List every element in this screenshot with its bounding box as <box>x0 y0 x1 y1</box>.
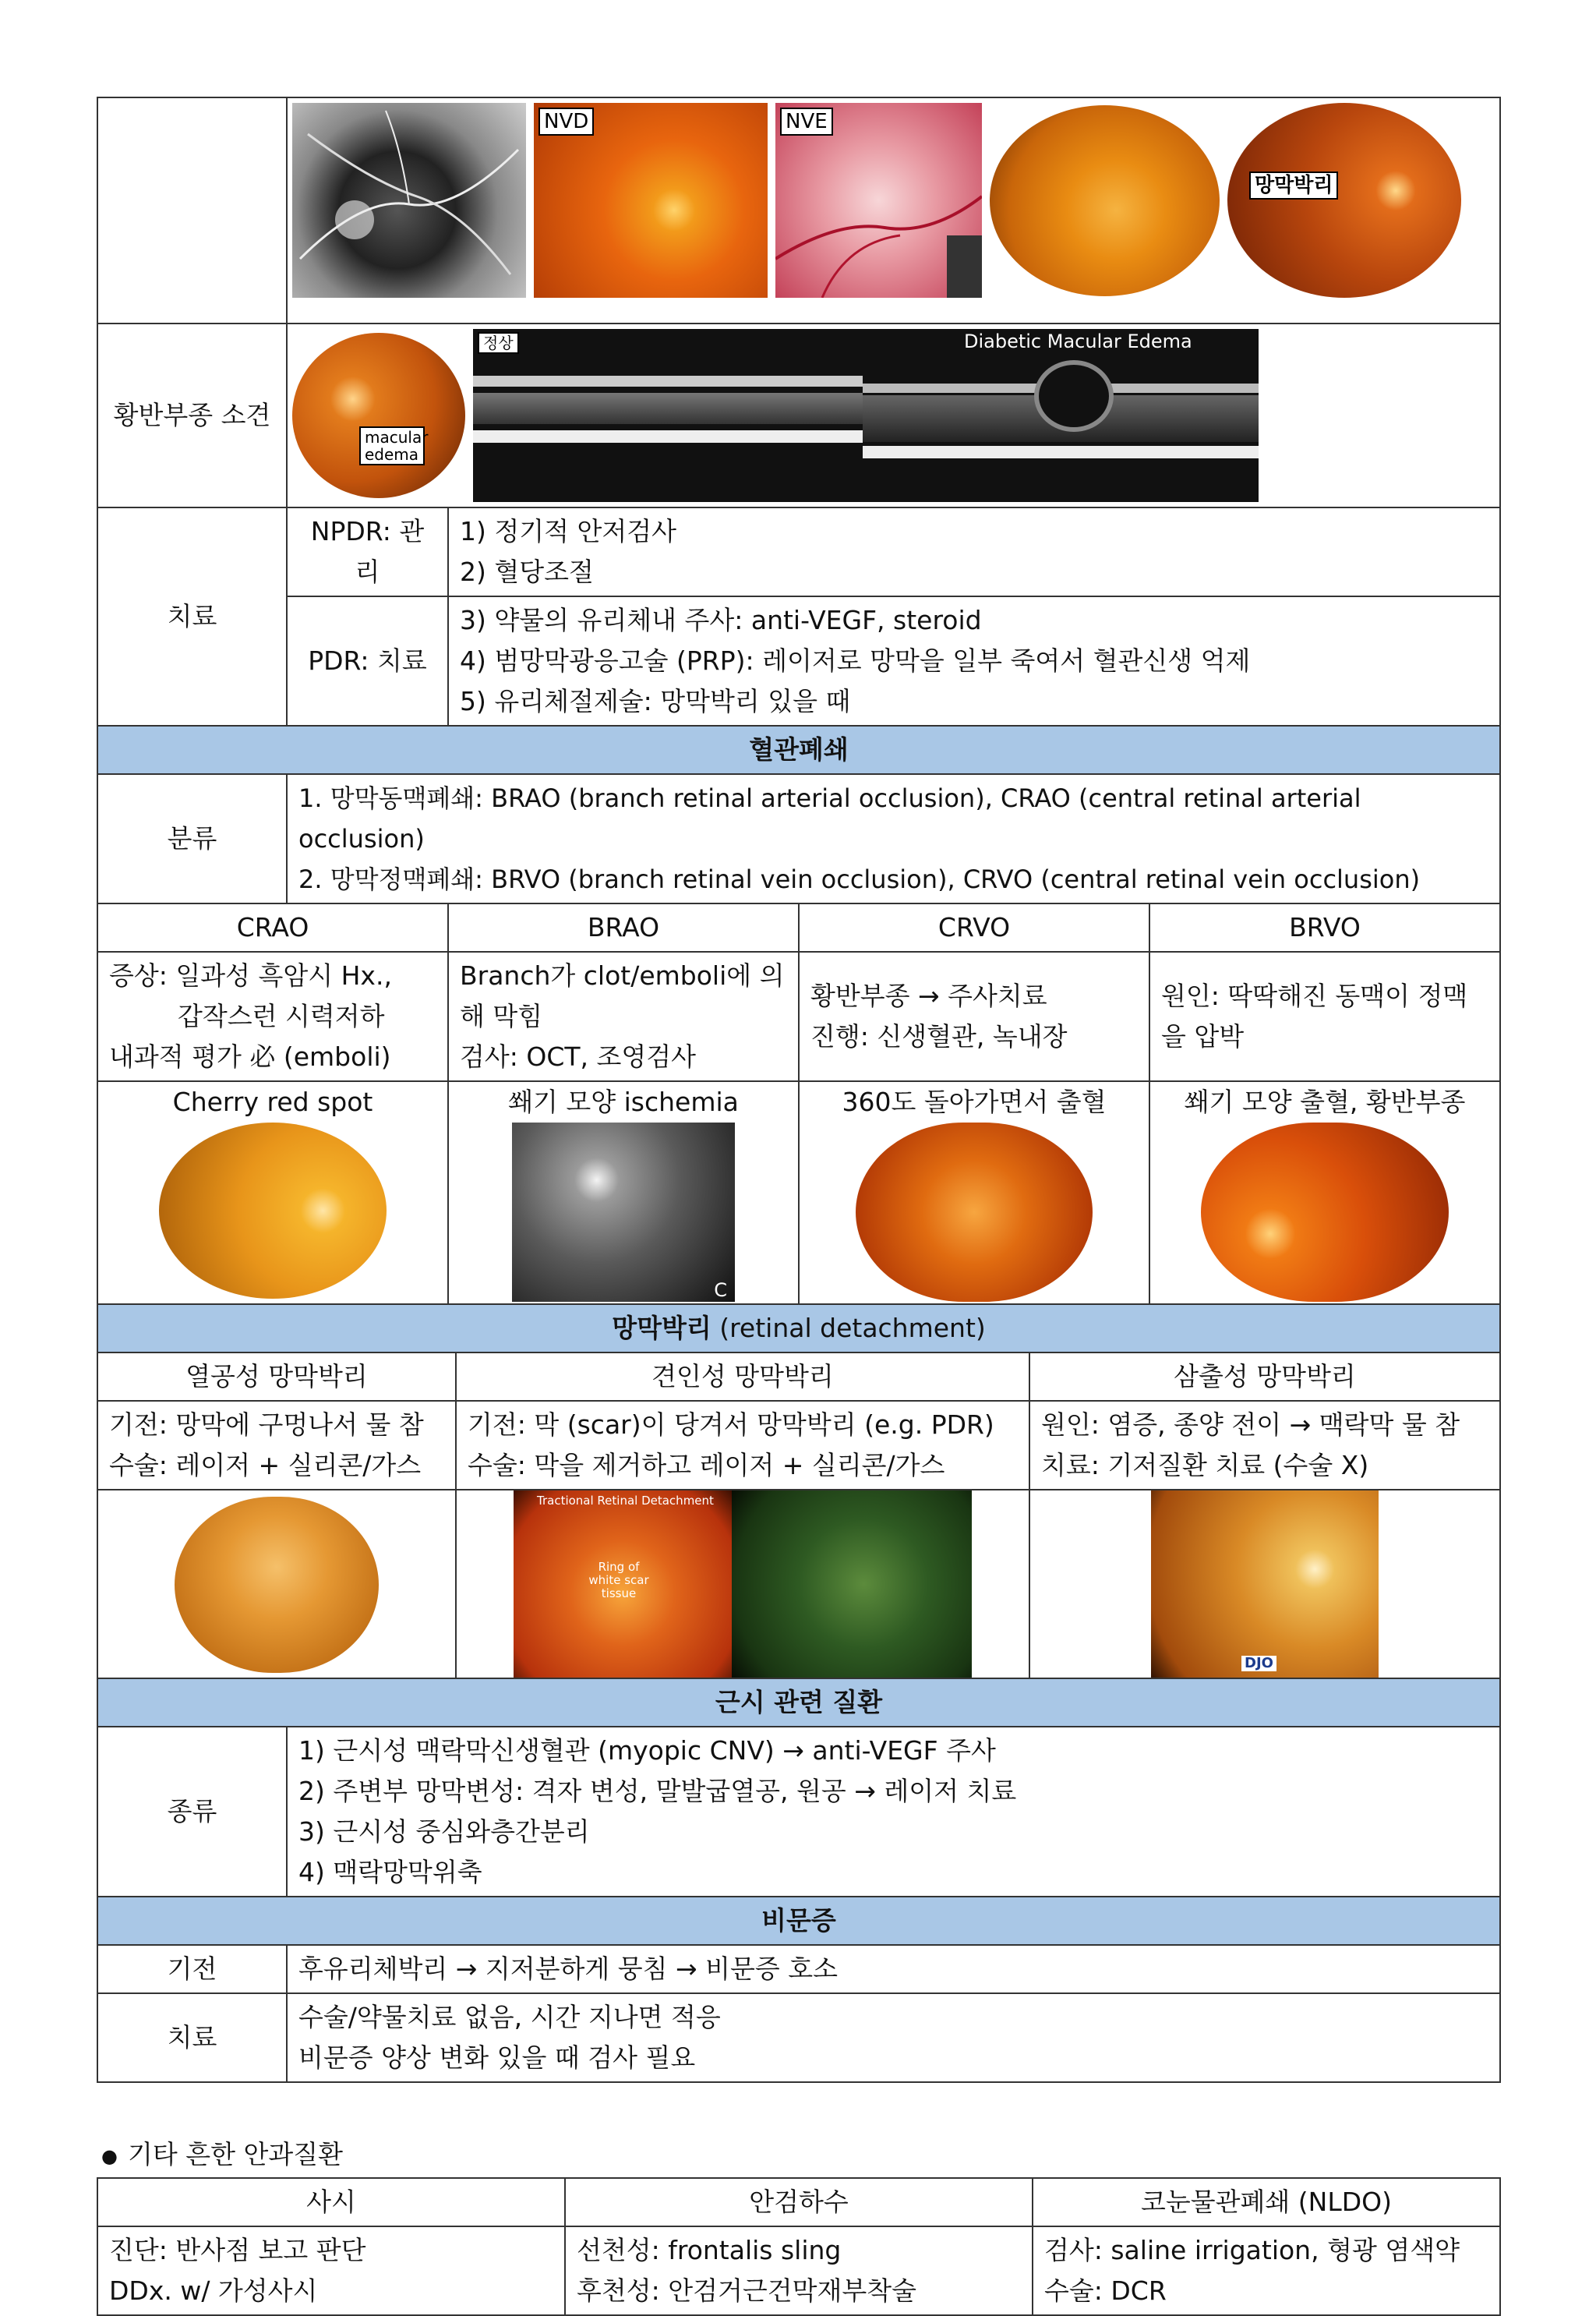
occlusion-class-label: 분류 <box>97 774 287 903</box>
macular-edema-row <box>97 324 1500 507</box>
myopia-item: 4) 맥락망막위축 <box>298 1857 482 1887</box>
pdr-label: PDR: 치료 <box>287 596 448 726</box>
col-rhegmatogenous: 열공성 망막박리 <box>97 1352 456 1401</box>
myopia-items <box>287 1727 1500 1897</box>
floaters-mech-row <box>97 1945 1500 1993</box>
trd-line: 기전: 막 (scar)이 당겨서 망막박리 (e.g. PDR) <box>468 1409 994 1440</box>
detachment-header-rest: (retinal detachment) <box>711 1313 986 1343</box>
col-strabismus: 사시 <box>97 2178 565 2226</box>
floaters-mech-label: 기전 <box>97 1945 287 1993</box>
brao-line: 검사: OCT, 조영검사 <box>460 1041 697 1072</box>
crao-image-tag: b <box>165 1123 175 1142</box>
other-cols-row <box>97 2178 1500 2226</box>
detachment-desc-row <box>97 1401 1500 1490</box>
rhegmatogenous-image-cell <box>97 1490 456 1678</box>
floaters-tx-label: 치료 <box>97 1993 287 2082</box>
detachment-images-row <box>97 1490 1500 1678</box>
crao-finding <box>97 1081 448 1304</box>
detachment-cols-row <box>97 1352 1500 1401</box>
rd-line: 수술: 레이저 + 실리콘/가스 <box>109 1450 422 1480</box>
treatment-item: 1) 정기적 안저검사 <box>460 516 676 546</box>
crvo-line: 황반부종 → 주사치료 <box>810 981 1047 1011</box>
col-tractional: 견인성 망막박리 <box>456 1352 1029 1401</box>
nldo-desc <box>1033 2226 1500 2315</box>
strabismus-desc <box>97 2226 565 2315</box>
brvo-desc <box>1149 952 1500 1081</box>
treatment-item: 2) 혈당조절 <box>460 557 594 587</box>
oct-dme-label: Diabetic Macular Edema <box>964 331 1192 352</box>
strabismus-line: DDx. w/ 가성사시 <box>109 2275 318 2306</box>
crvo-desc <box>799 952 1149 1081</box>
class-item: 1. 망막동맥폐쇄: BRAO (branch retinal arterial occlusion), CRAO (central retinal arterial occlusion) <box>298 783 1361 854</box>
other-section-title <box>97 2134 1499 2171</box>
retinal-detachment-image <box>1227 103 1461 298</box>
brao-image-tag: C <box>714 1279 727 1301</box>
brvo-fundus-image <box>1201 1123 1449 1302</box>
nvd-image <box>534 103 768 298</box>
finding-text: 쐐기 모양 ischemia <box>508 1087 739 1117</box>
treatment-npdr-row <box>97 507 1500 596</box>
myopia-label: 종류 <box>97 1727 287 1897</box>
brvo-finding <box>1149 1081 1500 1304</box>
brao-line: Branch가 clot/emboli에 의 <box>460 960 785 991</box>
treatment-label: 치료 <box>97 507 287 726</box>
occlusion-desc-row <box>97 952 1500 1081</box>
myopia-item: 2) 주변부 망막변성: 격자 변성, 말발굽열공, 원공 → 레이저 치료 <box>298 1776 1017 1806</box>
crao-desc <box>97 952 448 1081</box>
myopia-item: 3) 근시성 중심와층간분리 <box>298 1816 590 1847</box>
page <box>97 97 1499 2316</box>
crao-line: 갑작스런 시력저하 <box>178 1001 385 1031</box>
detachment-table <box>97 1303 1501 1679</box>
exudative-desc <box>1029 1401 1500 1490</box>
npdr-items <box>448 507 1500 596</box>
ptosis-line: 후천성: 안검거근건막재부착술 <box>577 2275 917 2306</box>
occlusion-cols-row <box>97 903 1500 952</box>
dr-images-cell <box>287 97 1500 324</box>
finding-text: Cherry red spot <box>172 1087 373 1117</box>
detachment-header <box>97 1304 1500 1352</box>
dr-images-row <box>97 97 1500 324</box>
nvd-label: NVD <box>538 108 594 136</box>
crao-fundus-image <box>159 1123 387 1299</box>
rhegmatogenous-desc <box>97 1401 456 1490</box>
npdr-label: NPDR: 관리 <box>287 507 448 596</box>
crao-line: 증상: 일과성 흑암시 Hx., <box>109 960 392 991</box>
other-title-text: 기타 흔한 안과질환 <box>128 2139 344 2169</box>
tractional-images <box>457 1490 1029 1678</box>
floaters-tx-line: 수술/약물치료 없음, 시간 지나면 적응 <box>298 2002 721 2032</box>
floaters-header: 비문증 <box>97 1897 1500 1945</box>
brao-finding <box>448 1081 799 1304</box>
col-crvo: CRVO <box>799 903 1149 952</box>
brao-line: 해 막힘 <box>460 1001 543 1031</box>
oct-normal-label: 정상 <box>478 332 519 354</box>
retina-table <box>97 97 1501 904</box>
occlusion-header-row <box>97 726 1500 774</box>
treatment-pdr-row <box>97 596 1500 726</box>
fundus-hemorrhage-image <box>990 105 1220 296</box>
fa-angiogram-image <box>292 103 526 298</box>
strabismus-line: 진단: 반사점 보고 판단 <box>109 2235 366 2265</box>
finding-text: 쐐기 모양 출혈, 황반부종 <box>1184 1087 1466 1117</box>
treatment-item: 3) 약물의 유리체내 주사: anti-VEGF, steroid <box>460 605 982 635</box>
myopia-header-row <box>97 1678 1500 1727</box>
trd-line: 수술: 막을 제거하고 레이저 + 실리콘/가스 <box>468 1450 945 1480</box>
myopia-header: 근시 관련 질환 <box>97 1678 1500 1727</box>
detachment-header-row <box>97 1304 1500 1352</box>
macular-edema-label: 황반부종 소견 <box>97 324 287 507</box>
oct-normal-image <box>473 329 863 502</box>
occlusion-findings-row <box>97 1081 1500 1304</box>
fa-vessels-graphic <box>292 103 526 298</box>
tractional-desc <box>456 1401 1029 1490</box>
occlusion-header: 혈관폐쇄 <box>97 726 1500 774</box>
occlusion-types-table <box>97 903 1501 1305</box>
nldo-line: 수술: DCR <box>1044 2275 1167 2306</box>
exudative-fundus-image <box>1151 1490 1379 1678</box>
treatment-item: 4) 범망막광응고술 (PRP): 레이저로 망막을 일부 죽여서 혈관신생 억제 <box>460 645 1251 676</box>
nve-label: NVE <box>780 108 833 136</box>
brvo-line: 원인: 딱딱해진 동맥이 정맥 <box>1161 981 1468 1011</box>
crao-line: 내과적 평가 必 (emboli) <box>109 1041 391 1072</box>
other-diseases-table <box>97 2177 1501 2316</box>
occlusion-class-row <box>97 774 1500 903</box>
brao-desc <box>448 952 799 1081</box>
pdr-items <box>448 596 1500 726</box>
empty-label-cell <box>97 97 287 324</box>
rd-label: 망막박리 <box>1249 171 1338 200</box>
tractional-widefield-image <box>732 1490 972 1678</box>
macular-edema-fundus-image <box>292 333 465 498</box>
treatment-item: 5) 유리체절제술: 망막박리 있을 때 <box>460 686 851 716</box>
rhegmatogenous-fundus-image <box>175 1497 379 1673</box>
myopia-floater-table <box>97 1678 1501 2083</box>
floaters-header-row <box>97 1897 1500 1945</box>
tractional-fundus-image <box>514 1490 732 1678</box>
crvo-finding <box>799 1081 1149 1304</box>
floaters-tx-row <box>97 1993 1500 2082</box>
myopia-row <box>97 1727 1500 1897</box>
brvo-line: 을 압박 <box>1161 1021 1245 1052</box>
macular-edema-images <box>287 324 1500 507</box>
tractional-image-cell <box>456 1490 1029 1678</box>
ptosis-line: 선천성: frontalis sling <box>577 2235 842 2265</box>
oct-dme-image <box>863 329 1259 502</box>
other-desc-row <box>97 2226 1500 2315</box>
crvo-line: 진행: 신생혈관, 녹내장 <box>810 1021 1068 1052</box>
col-brvo: BRVO <box>1149 903 1500 952</box>
crvo-fundus-image <box>856 1123 1093 1302</box>
col-brao: BRAO <box>448 903 799 952</box>
ptosis-desc <box>565 2226 1033 2315</box>
exudative-image-cell <box>1029 1490 1500 1678</box>
floaters-mech: 후유리체박리 → 지저분하게 뭉침 → 비문증 호소 <box>287 1945 1500 1993</box>
me-label: macular edema <box>359 426 425 465</box>
finding-text: 360도 돌아가면서 출혈 <box>842 1087 1107 1117</box>
floaters-tx <box>287 1993 1500 2082</box>
col-crao: CRAO <box>97 903 448 952</box>
djo-logo: DJO <box>1241 1656 1276 1671</box>
bullet-icon: ● <box>101 2145 118 2167</box>
erd-line: 원인: 염증, 종양 전이 → 맥락막 물 참 <box>1041 1409 1460 1440</box>
trd-title: Tractional Retinal Detachment <box>537 1494 714 1508</box>
floaters-tx-line: 비문증 양상 변화 있을 때 검사 필요 <box>298 2042 696 2073</box>
class-item: 2. 망막정맥폐쇄: BRVO (branch retinal vein occlusion), CRVO (central retinal vein occlusion) <box>298 865 1421 894</box>
detachment-header-bold: 망막박리 <box>612 1313 711 1343</box>
nldo-line: 검사: saline irrigation, 형광 염색약 <box>1044 2235 1460 2265</box>
rd-line: 기전: 망막에 구멍나서 물 참 <box>109 1409 424 1440</box>
trd-ring-label: Ring of white scar tissue <box>588 1560 649 1600</box>
erd-line: 치료: 기저질환 치료 (수술 X) <box>1041 1450 1369 1480</box>
nve-image <box>775 103 982 298</box>
col-ptosis: 안검하수 <box>565 2178 1033 2226</box>
col-exudative: 삼출성 망막박리 <box>1029 1352 1500 1401</box>
occlusion-class-items <box>287 774 1500 903</box>
myopia-item: 1) 근시성 맥락막신생혈관 (myopic CNV) → anti-VEGF 주사 <box>298 1735 996 1766</box>
brao-fundus-image <box>512 1123 735 1302</box>
col-nldo: 코눈물관폐쇄 (NLDO) <box>1033 2178 1500 2226</box>
